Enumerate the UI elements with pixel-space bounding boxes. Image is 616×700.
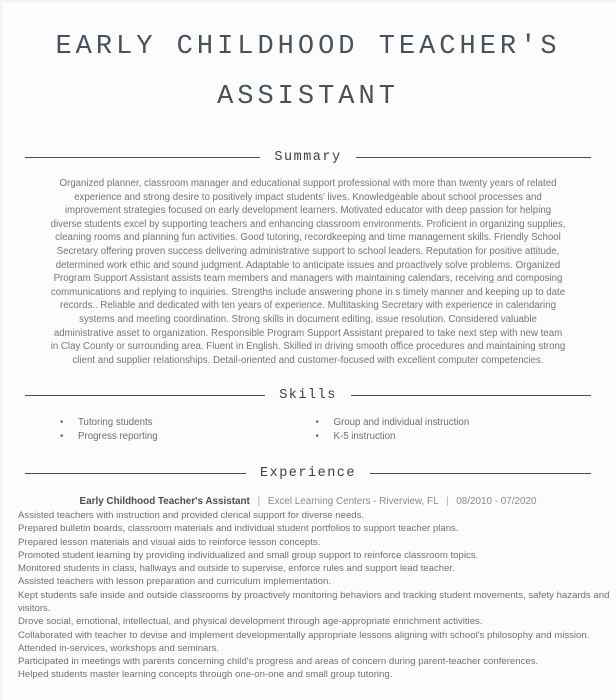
skill-item-label: K-5 instruction — [333, 431, 396, 443]
experience-bullet — [0, 655, 616, 668]
job-header — [0, 495, 616, 509]
divider-line — [25, 157, 260, 158]
experience-bullet — [0, 615, 616, 628]
experience-bullet — [0, 642, 616, 655]
summary-paragraph: Organized planner, classroom manager and educational support professional with more than twenty years of related experience and strong desire to positively impact students' lives. Knowledgeable about school processes and improvement strategies focused on early development learners. Motivated educator with deep passion for helping diverse students excel by supporting teachers and enhancing classroom environments. Proficient in organizing supplies, cleaning rooms and planning fun activities. Good tutoring, recordkeeping and time management skills. Friendly School Secretary offering proven success delivering administrative support to school leaders. Reputation for positive attitude, determined work ethic and sound judgment. Adaptable to anticipate issues and proactively solve problems. Organized Program Support Assistant assists team members and managers with maintaining calendars, receiving and composing communications and replying to inquiries. Strengths include answering phone in s timely manner and keeping up to date records.. Reliable and dedicated with ten years of experience. Multitasking Secretary with experience in calendaring systems and meeting coordination. Strong skills in document editing, issue resolution. Considered valuable administrative asset to organization. Responsible Program Support Assistant prepared to take next step with new team in Clay County or surrounding area. Fluent in English. Skilled in driving smooth office procedures and maintaining strong client and supplier relationships. Detail-oriented and customer-focused with excellent computer competencies. — [50, 178, 566, 366]
pipe-separator: | — [257, 495, 261, 507]
page-edge-top — [0, 0, 616, 2]
bullet-icon: • — [60, 431, 64, 443]
skill-item — [60, 416, 316, 430]
skills-column-right — [316, 416, 572, 444]
skill-item — [316, 416, 572, 430]
section-experience — [0, 465, 616, 682]
job-title: Early Childhood Teacher's Assistant — [79, 495, 250, 507]
experience-bullet-text: Drove social, emotional, intellectual, and physical development through age-appropriate enrichment activities. — [18, 616, 483, 628]
page-edge-left — [0, 0, 3, 700]
experience-bullet — [0, 668, 616, 681]
experience-bullet — [0, 549, 616, 562]
experience-bullet — [0, 629, 616, 642]
summary-heading — [25, 149, 591, 166]
experience-bullet-text: Assisted teachers with lesson preparation and curriculum implementation. — [18, 576, 332, 588]
pipe-separator: | — [445, 495, 449, 507]
divider-line — [370, 473, 591, 474]
skill-item-label: Tutoring students — [78, 417, 153, 429]
experience-heading-label: Experience — [260, 465, 357, 481]
page-title: EARLY CHILDHOOD TEACHER'S ASSISTANT — [55, 32, 561, 112]
bullet-icon: • — [315, 431, 319, 443]
section-summary — [0, 149, 616, 367]
experience-bullet-text: Prepared bulletin boards, classroom materials and individual student portfolios to support teacher plans. — [18, 523, 459, 535]
experience-bullet-text: Assisted teachers with instruction and provided clerical support for diverse needs. — [18, 509, 365, 521]
experience-bullet — [0, 575, 616, 588]
divider-line — [25, 395, 265, 396]
experience-bullet — [0, 509, 616, 522]
skills-list — [60, 416, 571, 444]
divider-line — [356, 157, 591, 158]
experience-bullet-text: Participated in meetings with parents concerning child's progress and areas of concern during parent-teacher conferences. — [18, 656, 539, 668]
job-dates: 08/2010 - 07/2020 — [456, 495, 537, 507]
experience-bullet-text: Monitored students in class, hallways and outside to supervise, enforce rules and support lead teacher. — [18, 563, 455, 575]
skills-column-left — [60, 416, 316, 444]
bullet-icon: • — [60, 417, 64, 429]
experience-bullet-text: Prepared lesson materials and visual aids to reinforce lesson concepts. — [18, 536, 321, 548]
experience-bullet — [0, 522, 616, 535]
experience-bullet-list — [0, 509, 616, 682]
experience-bullet — [0, 589, 616, 616]
experience-bullet-text: Attended in-services, workshops and seminars. — [18, 642, 220, 654]
skills-heading-label: Skills — [279, 388, 337, 404]
divider-line — [25, 473, 246, 474]
divider-line — [351, 395, 591, 396]
skill-item — [60, 430, 316, 444]
skill-item — [316, 430, 572, 444]
experience-bullet — [0, 562, 616, 575]
section-skills — [0, 387, 616, 444]
skill-item-label: Group and individual instruction — [333, 417, 470, 429]
experience-bullet-text: Helped students master learning concepts through one-on-one and small group tutoring. — [18, 669, 393, 681]
skill-item-label: Progress reporting — [78, 431, 158, 443]
experience-heading — [25, 465, 591, 482]
bullet-icon: • — [315, 417, 319, 429]
experience-bullet-text: Collaborated with teacher to devise and implement developmentally appropriate lessons aligning with school's philosophy and mission. — [18, 629, 590, 641]
summary-heading-label: Summary — [274, 150, 342, 165]
skills-heading — [25, 387, 591, 404]
experience-bullet-text: Kept students safe inside and outside classrooms by proactively monitoring behaviors and tracking student movements, safety hazards and visitors. — [18, 589, 610, 614]
experience-bullet — [0, 536, 616, 549]
experience-bullet-text: Promoted student learning by providing individualized and small group support to reinforce classroom topics. — [18, 549, 479, 561]
job-company: Excel Learning Centers - Riverview, FL — [267, 495, 439, 507]
